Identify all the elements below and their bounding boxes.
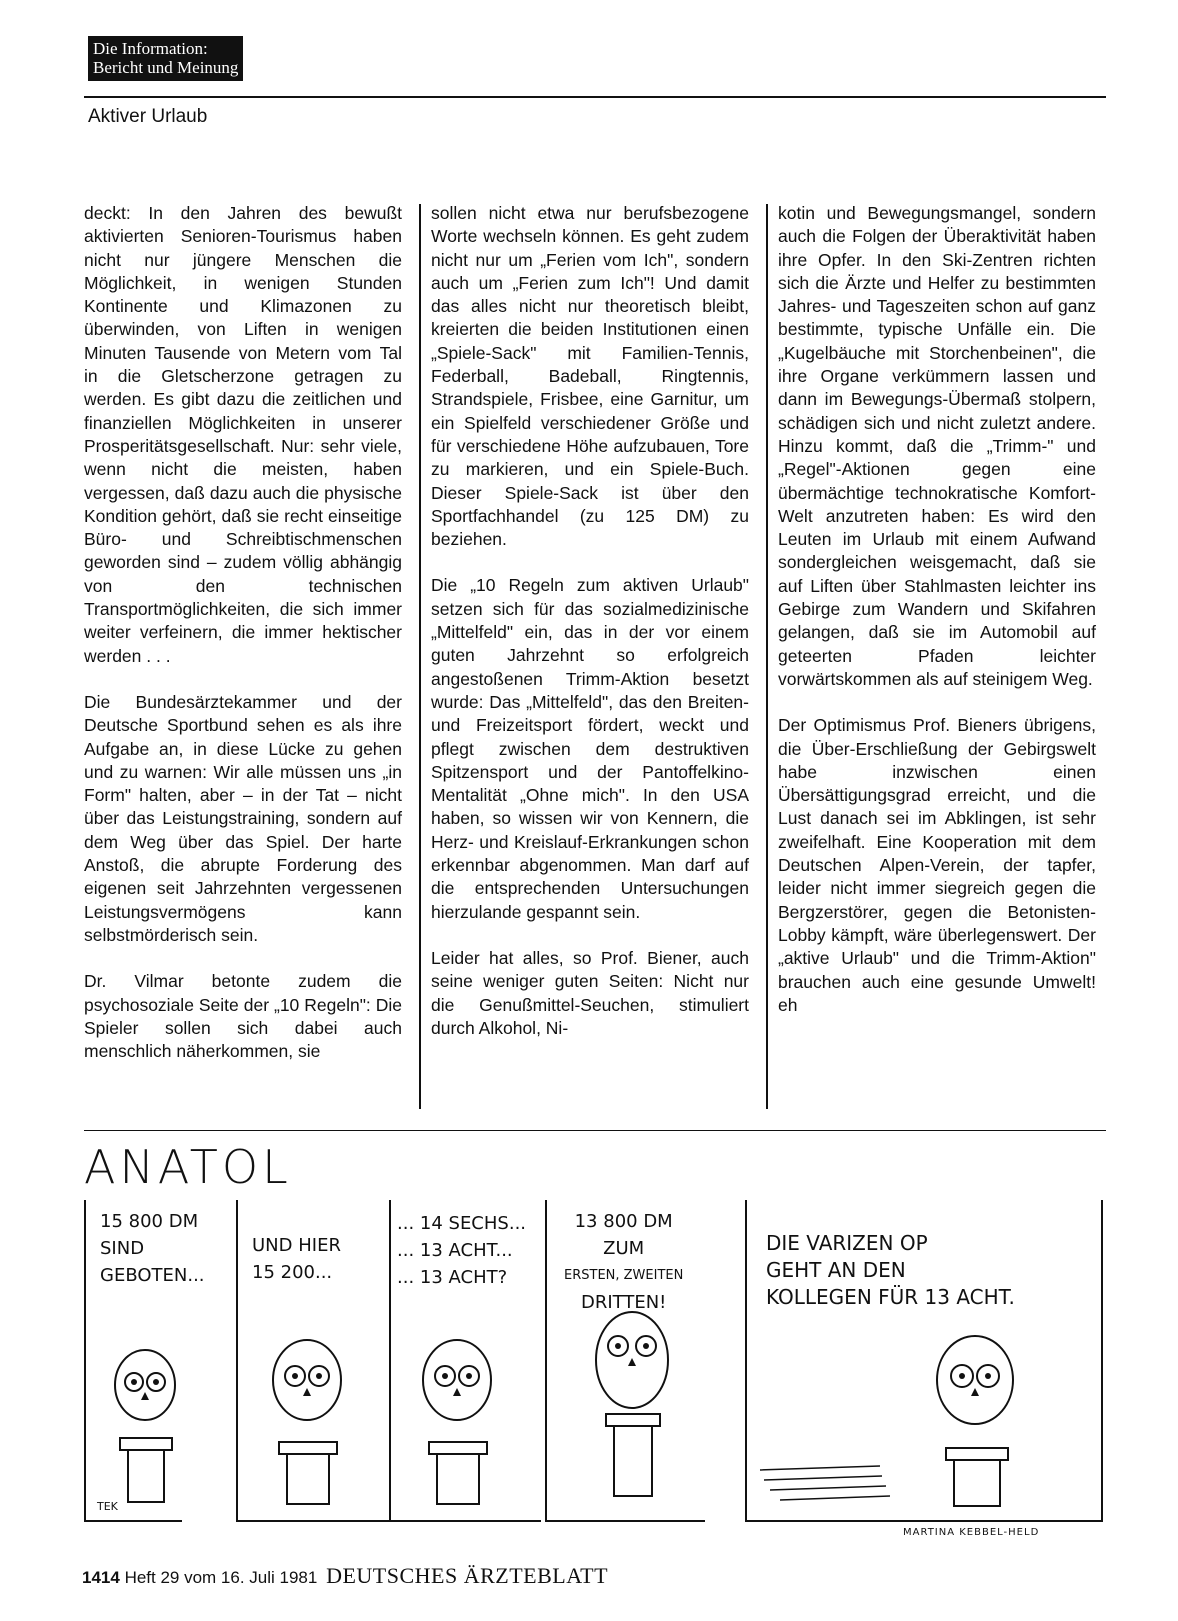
paragraph: sollen nicht etwa nur berufsbezogene Worte wechseln können. Es geht zudem nicht nur um „Ferien vom Ich", sondern auch um „Ferien zum Ich"! Und damit das alles nicht nur theoretisch bleibt, kreierten die beiden Institutionen einen „Spiele-Sack" mit Familien-Tennis, Federball, Badeball, Ringtennis, Strandspiele, Frisbee, eine Garnitur, um ein Spielfeld verschiedener Größe und für verschiedene Höhe aufzubauen, Tore zu markieren, und ein Spiele-Buch. Dieser Spiele-Sack ist über den Sportfachhandel (zu 125 DM) zu beziehen. [431, 203, 749, 550]
owl-auctioneer-icon [580, 1300, 690, 1510]
page-number: 1414 [82, 1568, 120, 1587]
owl-auctioneer-icon [750, 1320, 1050, 1510]
owl-auctioneer-icon [255, 1330, 365, 1510]
speech-text-4: 13 800 DM ZUM ERSTEN, ZWEITEN DRITTEN! [564, 1211, 684, 1313]
speech-text-1: 15 800 DM SIND GEBOTEN... [100, 1211, 205, 1286]
section-label-line2: Bericht und Meinung [93, 58, 239, 77]
page-footer [82, 1563, 608, 1589]
paragraph: Der Optimismus Prof. Bieners übrigens, die Über-Erschließung der Gebirgswelt habe inzwischen einen Übersättigungsgrad erreicht, und die Lust danach sei im Abklingen, ist sehr zweifelhaft. Eine Kooperation mit dem Deutschen Alpen-Verein, der tapfer, leider nicht immer siegreich gegen die Bergzerstörer, gegen die Betonisten-Lobby kämpft, wäre überlegenswert. Der „aktive Urlaub" und die Trimm-Aktion" brauchen auch eine gesunde Umwelt! eh [778, 715, 1096, 1015]
cartoonist-signature: TEK [97, 1500, 118, 1513]
article-column-2 [431, 202, 749, 1063]
paragraph: kotin und Bewegungsmangel, sondern auch die Folgen der Überaktivität haben ihre Opfer. In den Ski-Zentren richten sich die Ärzte und Helfer zu bestimmten Jahres- und Tageszeiten schon auf ganz bestimmte, typische Unfälle ein. Die „Kugelbäuche mit Storchenbeinen", die ihre Organe verkümmern lassen und dann im Bewegungs-Übermaß stolpern, schädigen sich und nicht zuletzt andere. Hinzu kommt, daß die „Trimm-" und „Regel"-Aktionen gegen eine übermächtige technokratische Komfort-Welt anzutreten haben: Es wird den Leuten im Urlaub mit einem Aufwand sondergleichen weisgemacht, daß sie auf Liften über Stahlmasten leichter ins Gebirge zum Wandern und Skifahren gelangen, daß sie im Automobil auf geteerten Pfaden leichter vorwärtskommen als auf steinigem Weg. [778, 203, 1096, 689]
speech-text-3: ... 14 SECHS... ... 13 ACHT... ... 13 ACHT? [397, 1213, 527, 1288]
top-rule [84, 96, 1106, 98]
paragraph: Die Bundesärztekammer und der Deutsche Sportbund sehen es als ihre Aufgabe an, in diese Lücke zu gehen und zu warnen: Wir alle müssen uns „in Form" halten, aber – in der Tat – nicht über das Leistungstraining, sondern auf dem Weg über das Spiel. Der harte Anstoß, die abrupte Forderung des eigenen seit Jahrzehnten vergessenen Leistungsvermögens kann selbstmörderisch sein. [84, 691, 402, 945]
paragraph: deckt: In den Jahren des bewußt aktivierten Senioren-Tourismus haben nicht nur jüngere Menschen die Möglichkeit, in wenigen Stunden Kontinente und Klimazonen zu überwinden, von Liften in wenigen Minuten Tausende von Metern vom Tal in die Gletscherzone getragen zu werden. Es gibt dazu die zeitlichen und finanziellen Möglichkeiten in unserer Prosperitätsgesellschaft. Nur: sehr viele, wenn nicht die meisten, haben vergessen, daß dazu auch die physische Kondition gehört, daß sie recht einseitige Büro- und Schreibtischmenschen geworden sind – zudem völlig abhängig von den technischen Transportmöglichkeiten, die sich immer weiter verfeinern, die immer hektischer werden . . . [84, 203, 402, 666]
owl-auctioneer-icon [405, 1330, 515, 1510]
magazine-name: DEUTSCHES ÄRZTEBLATT [326, 1563, 609, 1588]
speech-text-2: UND HIER 15 200... [252, 1235, 341, 1283]
paragraph: Leider hat alles, so Prof. Biener, auch seine weniger guten Seiten: Nicht nur die Genußmittel-Seuchen, stimuliert durch Alkohol, Ni- [431, 947, 749, 1038]
article-column-3 [778, 202, 1096, 1040]
paragraph: Dr. Vilmar betonte zudem die psychosoziale Seite der „10 Regeln": Die Spieler sollen sich dabei auch menschlich näherkommen, sie [84, 971, 402, 1062]
comic-rule [84, 1130, 1106, 1131]
speech-text-5: DIE VARIZEN OP GEHT AN DEN KOLLEGEN FÜR 13 ACHT. [766, 1231, 1015, 1309]
column-divider [419, 204, 421, 1109]
issue-info: Heft 29 vom 16. Juli 1981 [124, 1568, 318, 1587]
section-label-line1: Die Information: [93, 39, 208, 58]
article-column-1 [84, 202, 402, 1086]
comic-title: ANATOL [84, 1140, 292, 1194]
rubric: Aktiver Urlaub [88, 106, 208, 127]
paragraph: Die „10 Regeln zum aktiven Urlaub" setzen sich für das sozialmedizinische „Mittelfeld" ein, das in der vor einem guten Jahrzehnt so erfolgreich angestoßenen Trimm-Aktion besetzt wurde: Das „Mittelfeld", das den Breiten- und Freizeitsport fördert, weckt und pflegt zwischen dem destruktiven Spitzensport und der Pantoffelkino-Mentalität „Ohne mich". In den USA haben, so wissen wir von Kennern, die Herz- und Kreislauf-Erkrankungen schon erkennbar abgenommen. Man darf auf die entsprechenden Untersuchungen hierzulande gespannt sein. [431, 575, 749, 922]
comic-credit: MARTINA KEBBEL-HELD [903, 1527, 1040, 1538]
owl-auctioneer-icon [100, 1340, 190, 1510]
column-divider [766, 204, 768, 1109]
section-label [88, 36, 243, 81]
